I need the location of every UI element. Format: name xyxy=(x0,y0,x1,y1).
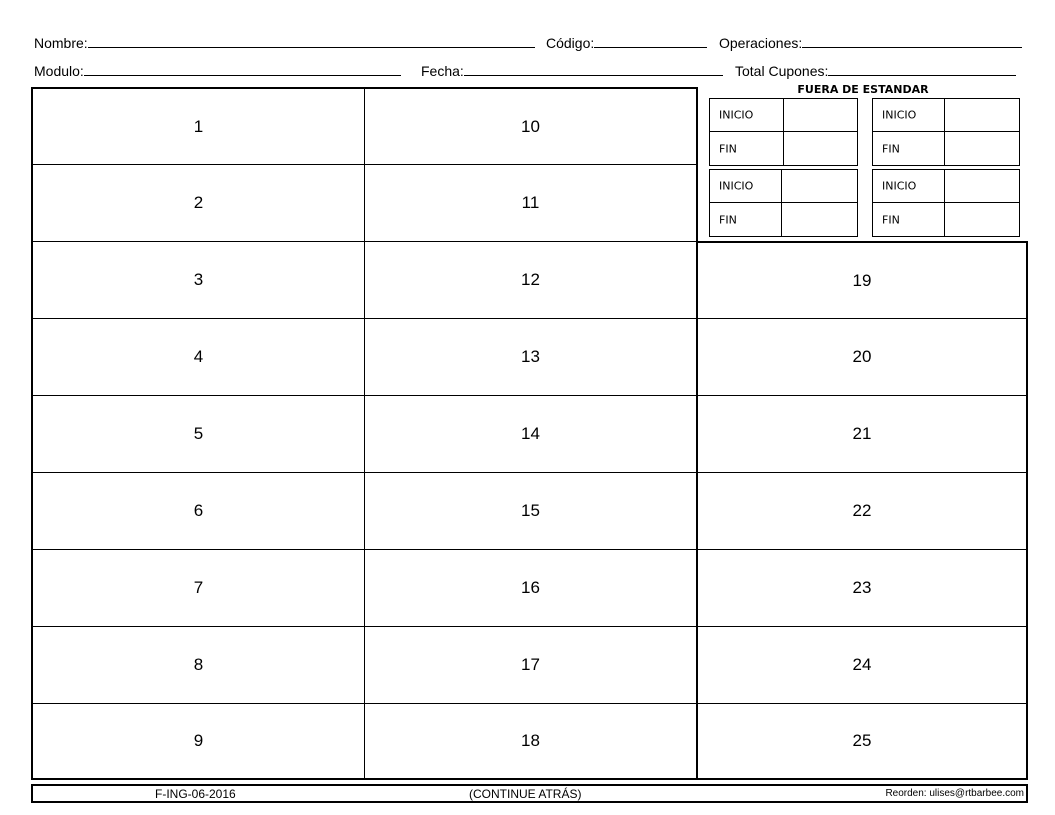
nombre-field xyxy=(34,34,535,51)
continue-text: (CONTINUE ATRÁS) xyxy=(469,787,582,801)
cell-8[interactable] xyxy=(31,626,365,704)
footer-bar xyxy=(31,784,1028,803)
cell-5[interactable] xyxy=(31,395,365,473)
cell-12[interactable] xyxy=(364,241,698,319)
cell-number: 1 xyxy=(193,116,204,136)
fin-label: FIN xyxy=(719,142,737,155)
cell-21[interactable] xyxy=(697,395,1028,473)
fin-label: FIN xyxy=(719,213,737,226)
form-code: F-ING-06-2016 xyxy=(155,787,236,801)
operaciones-field xyxy=(719,34,1022,51)
cell-number: 13 xyxy=(521,347,540,366)
fde-box-top-right xyxy=(872,98,1020,166)
fuera-de-estandar-title: FUERA DE ESTANDAR xyxy=(797,83,929,96)
cell-number: 24 xyxy=(852,655,872,674)
cell-16[interactable] xyxy=(364,549,698,627)
nombre-label: Nombre: xyxy=(34,35,88,51)
reorder-text: Reorden: ulises@rtbarbee.com xyxy=(885,788,1024,799)
inicio-label: INICIO xyxy=(882,179,917,193)
cell-10[interactable] xyxy=(364,87,698,165)
cell-number: 23 xyxy=(852,578,872,597)
cell-24[interactable] xyxy=(697,626,1028,704)
cell-number: 2 xyxy=(193,193,204,212)
fde-divider xyxy=(944,99,945,165)
cell-25[interactable] xyxy=(697,703,1028,780)
cell-15[interactable] xyxy=(364,472,698,550)
cell-number: 16 xyxy=(521,578,540,597)
cell-23[interactable] xyxy=(697,549,1028,627)
cell-number: 17 xyxy=(521,655,540,674)
cell-number: 19 xyxy=(852,270,872,290)
cell-18[interactable] xyxy=(364,703,698,780)
cell-number: 14 xyxy=(521,424,540,443)
cell-2[interactable] xyxy=(31,164,365,242)
cell-13[interactable] xyxy=(364,318,698,396)
cell-number: 25 xyxy=(852,731,872,750)
cell-number: 7 xyxy=(193,578,204,597)
cell-number: 21 xyxy=(852,424,872,443)
inicio-label: INICIO xyxy=(719,108,754,122)
modulo-line[interactable] xyxy=(84,62,401,76)
nombre-line[interactable] xyxy=(88,34,535,48)
fde-box-bottom-left xyxy=(709,169,858,237)
cell-number: 8 xyxy=(193,655,204,674)
cell-number: 9 xyxy=(193,731,204,750)
cell-number: 4 xyxy=(193,347,204,366)
modulo-field xyxy=(34,62,401,79)
codigo-field xyxy=(546,34,707,51)
fecha-line[interactable] xyxy=(464,62,723,76)
operaciones-line[interactable] xyxy=(802,34,1022,48)
cell-number: 15 xyxy=(521,501,540,520)
cell-number: 11 xyxy=(521,193,540,212)
fecha-field xyxy=(421,62,723,79)
cell-4[interactable] xyxy=(31,318,365,396)
cell-number: 18 xyxy=(521,731,540,750)
cell-11[interactable] xyxy=(364,164,698,242)
fde-divider xyxy=(781,170,782,236)
cell-number: 5 xyxy=(193,424,204,443)
fin-label: FIN xyxy=(882,213,900,226)
cell-1[interactable] xyxy=(31,87,365,165)
fin-label: FIN xyxy=(882,142,900,155)
operaciones-label: Operaciones: xyxy=(719,35,803,51)
codigo-line[interactable] xyxy=(594,34,707,48)
cell-19[interactable] xyxy=(697,241,1028,319)
cell-number: 3 xyxy=(193,270,204,289)
fde-divider xyxy=(783,99,784,165)
fde-divider xyxy=(944,170,945,236)
total-cupones-label: Total Cupones: xyxy=(735,63,829,79)
cell-9[interactable] xyxy=(31,703,365,780)
inicio-label: INICIO xyxy=(719,179,754,193)
cell-3[interactable] xyxy=(31,241,365,319)
fde-box-bottom-right xyxy=(872,169,1020,237)
modulo-label: Modulo: xyxy=(34,63,84,79)
cell-7[interactable] xyxy=(31,549,365,627)
total-cupones-field xyxy=(735,62,1016,79)
cell-number: 10 xyxy=(521,116,540,136)
fecha-label: Fecha: xyxy=(421,63,464,79)
inicio-label: INICIO xyxy=(882,108,917,122)
cell-14[interactable] xyxy=(364,395,698,473)
cell-number: 12 xyxy=(521,270,540,289)
fde-box-top-left xyxy=(709,98,858,166)
cell-17[interactable] xyxy=(364,626,698,704)
cell-number: 6 xyxy=(193,501,204,520)
cell-number: 22 xyxy=(852,501,872,520)
total-cupones-line[interactable] xyxy=(828,62,1016,76)
cell-6[interactable] xyxy=(31,472,365,550)
cell-20[interactable] xyxy=(697,318,1028,396)
codigo-label: Código: xyxy=(546,35,595,51)
cell-22[interactable] xyxy=(697,472,1028,550)
cell-number: 20 xyxy=(852,347,872,366)
